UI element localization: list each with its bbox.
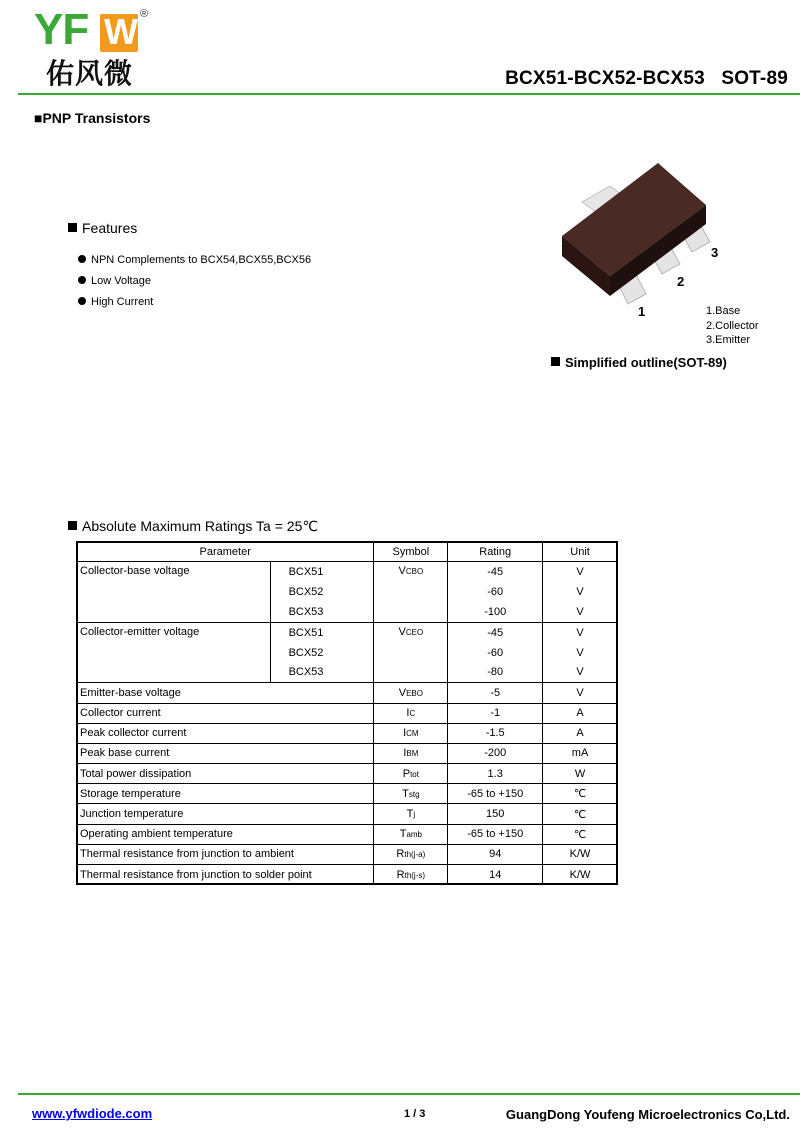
unit-cell: V bbox=[543, 602, 618, 622]
unit-cell: ℃ bbox=[543, 784, 618, 804]
unit-cell: K/W bbox=[543, 844, 618, 864]
features-list bbox=[78, 252, 311, 315]
sot89-package-image bbox=[548, 156, 748, 326]
symbol-cell: Tj bbox=[374, 804, 448, 824]
rating-cell: -45 bbox=[448, 562, 543, 582]
parameter-cell: Total power dissipation bbox=[77, 764, 374, 784]
table-row bbox=[77, 562, 618, 582]
parameter-cell: Collector-emitter voltage bbox=[77, 622, 271, 683]
rating-cell: -1 bbox=[448, 703, 543, 723]
symbol-cell: Rth(j-s) bbox=[374, 865, 448, 885]
square-bullet-icon bbox=[68, 521, 77, 530]
website-link[interactable]: www.yfwdiode.com bbox=[32, 1106, 153, 1121]
device-cell: BCX53 bbox=[270, 663, 374, 683]
symbol-cell: Tamb bbox=[374, 824, 448, 844]
pin-item: 1.Base bbox=[706, 305, 741, 317]
pin-item: 2.Collector bbox=[706, 319, 759, 332]
symbol-cell: IC bbox=[374, 703, 448, 723]
symbol-cell: VCEO bbox=[374, 622, 448, 683]
bullet-icon bbox=[78, 297, 86, 305]
table-header-row bbox=[77, 542, 618, 562]
company-name: GuangDong Youfeng Microelectronics Co,Ltd. bbox=[505, 1107, 790, 1122]
unit-cell: ℃ bbox=[543, 804, 618, 824]
registered-mark: ® bbox=[140, 8, 149, 20]
unit-cell: V bbox=[543, 663, 618, 683]
list-item: NPN Complements to BCX54,BCX55,BCX56 bbox=[78, 252, 311, 273]
logo-w-box: W bbox=[100, 14, 138, 52]
list-item: High Current bbox=[78, 294, 311, 315]
device-cell: BCX51 bbox=[270, 622, 374, 642]
device-cell: BCX51 bbox=[270, 562, 374, 582]
logo-chinese: 佑风微 bbox=[46, 57, 134, 90]
device-cell: BCX52 bbox=[270, 642, 374, 662]
device-cell: BCX53 bbox=[270, 602, 374, 622]
unit-cell: V bbox=[543, 683, 618, 703]
rating-cell: -65 to +150 bbox=[448, 784, 543, 804]
rating-cell: -100 bbox=[448, 602, 543, 622]
symbol-cell: Tstg bbox=[374, 784, 448, 804]
rating-cell: -80 bbox=[448, 663, 543, 683]
column-header: Parameter bbox=[77, 542, 374, 562]
unit-cell: ℃ bbox=[543, 824, 618, 844]
parameter-cell: Peak base current bbox=[77, 743, 374, 763]
unit-cell: K/W bbox=[543, 865, 618, 885]
table-row bbox=[77, 865, 618, 885]
rating-cell: -60 bbox=[448, 642, 543, 662]
parameter-cell: Thermal resistance from junction to solder point bbox=[77, 865, 374, 885]
header-divider bbox=[18, 93, 800, 95]
parameter-cell: Collector-base voltage bbox=[77, 562, 271, 623]
unit-cell: W bbox=[543, 764, 618, 784]
ratings-table bbox=[76, 541, 618, 885]
features-heading: Features bbox=[68, 220, 137, 236]
parameter-cell: Collector current bbox=[77, 703, 374, 723]
rating-cell: -200 bbox=[448, 743, 543, 763]
pin-number-3: 3 bbox=[711, 245, 719, 260]
table-row bbox=[77, 784, 618, 804]
unit-cell: V bbox=[543, 642, 618, 662]
column-header: Symbol bbox=[374, 542, 448, 562]
parameter-cell: Junction temperature bbox=[77, 804, 374, 824]
unit-cell: V bbox=[543, 622, 618, 642]
pin-number-2: 2 bbox=[677, 274, 685, 289]
rating-cell: 94 bbox=[448, 844, 543, 864]
pin-number-1: 1 bbox=[638, 304, 646, 319]
symbol-cell: VCBO bbox=[374, 562, 448, 623]
table-row bbox=[77, 622, 618, 642]
parameter-cell: Peak collector current bbox=[77, 723, 374, 743]
rating-cell: 150 bbox=[448, 804, 543, 824]
logo-latin: YF bbox=[34, 5, 89, 54]
symbol-cell: Rth(j-a) bbox=[374, 844, 448, 864]
table-row bbox=[77, 723, 618, 743]
symbol-cell: VEBO bbox=[374, 683, 448, 703]
square-bullet-icon bbox=[68, 223, 77, 232]
unit-cell: V bbox=[543, 582, 618, 602]
column-header: Rating bbox=[448, 542, 543, 562]
table-row bbox=[77, 764, 618, 784]
company-logo bbox=[34, 5, 164, 90]
unit-cell: mA bbox=[543, 743, 618, 763]
footer-divider bbox=[18, 1093, 800, 1095]
unit-cell: A bbox=[543, 703, 618, 723]
rating-cell: 14 bbox=[448, 865, 543, 885]
rating-cell: 1.3 bbox=[448, 764, 543, 784]
pin-list bbox=[706, 304, 759, 348]
symbol-cell: ICM bbox=[374, 723, 448, 743]
parameter-cell: Emitter-base voltage bbox=[77, 683, 374, 703]
rating-cell: -65 to +150 bbox=[448, 824, 543, 844]
rating-cell: -60 bbox=[448, 582, 543, 602]
unit-cell: V bbox=[543, 562, 618, 582]
table-row bbox=[77, 844, 618, 864]
list-item: Low Voltage bbox=[78, 273, 311, 294]
parameter-cell: Operating ambient temperature bbox=[77, 824, 374, 844]
rating-cell: -45 bbox=[448, 622, 543, 642]
bullet-icon bbox=[78, 276, 86, 284]
symbol-cell: Ptot bbox=[374, 764, 448, 784]
document-title: BCX51-BCX52-BCX53 SOT-89 bbox=[505, 68, 788, 89]
rating-cell: -1.5 bbox=[448, 723, 543, 743]
table-row bbox=[77, 683, 618, 703]
pin-item: 3.Emitter bbox=[706, 334, 751, 346]
rating-cell: -5 bbox=[448, 683, 543, 703]
page-number: 1 / 3 bbox=[404, 1108, 426, 1120]
column-header: Unit bbox=[543, 542, 618, 562]
square-bullet-icon bbox=[551, 357, 560, 366]
table-row bbox=[77, 824, 618, 844]
unit-cell: A bbox=[543, 723, 618, 743]
table-row bbox=[77, 804, 618, 824]
parameter-cell: Thermal resistance from junction to ambient bbox=[77, 844, 374, 864]
section-type: ■PNP Transistors bbox=[34, 110, 151, 126]
ratings-heading: Absolute Maximum Ratings Ta = 25℃ bbox=[68, 518, 318, 535]
bullet-icon bbox=[78, 255, 86, 263]
table-row bbox=[77, 703, 618, 723]
table-row bbox=[77, 743, 618, 763]
package-caption: Simplified outline(SOT-89) bbox=[551, 355, 727, 370]
symbol-cell: IBM bbox=[374, 743, 448, 763]
device-cell: BCX52 bbox=[270, 582, 374, 602]
parameter-cell: Storage temperature bbox=[77, 784, 374, 804]
